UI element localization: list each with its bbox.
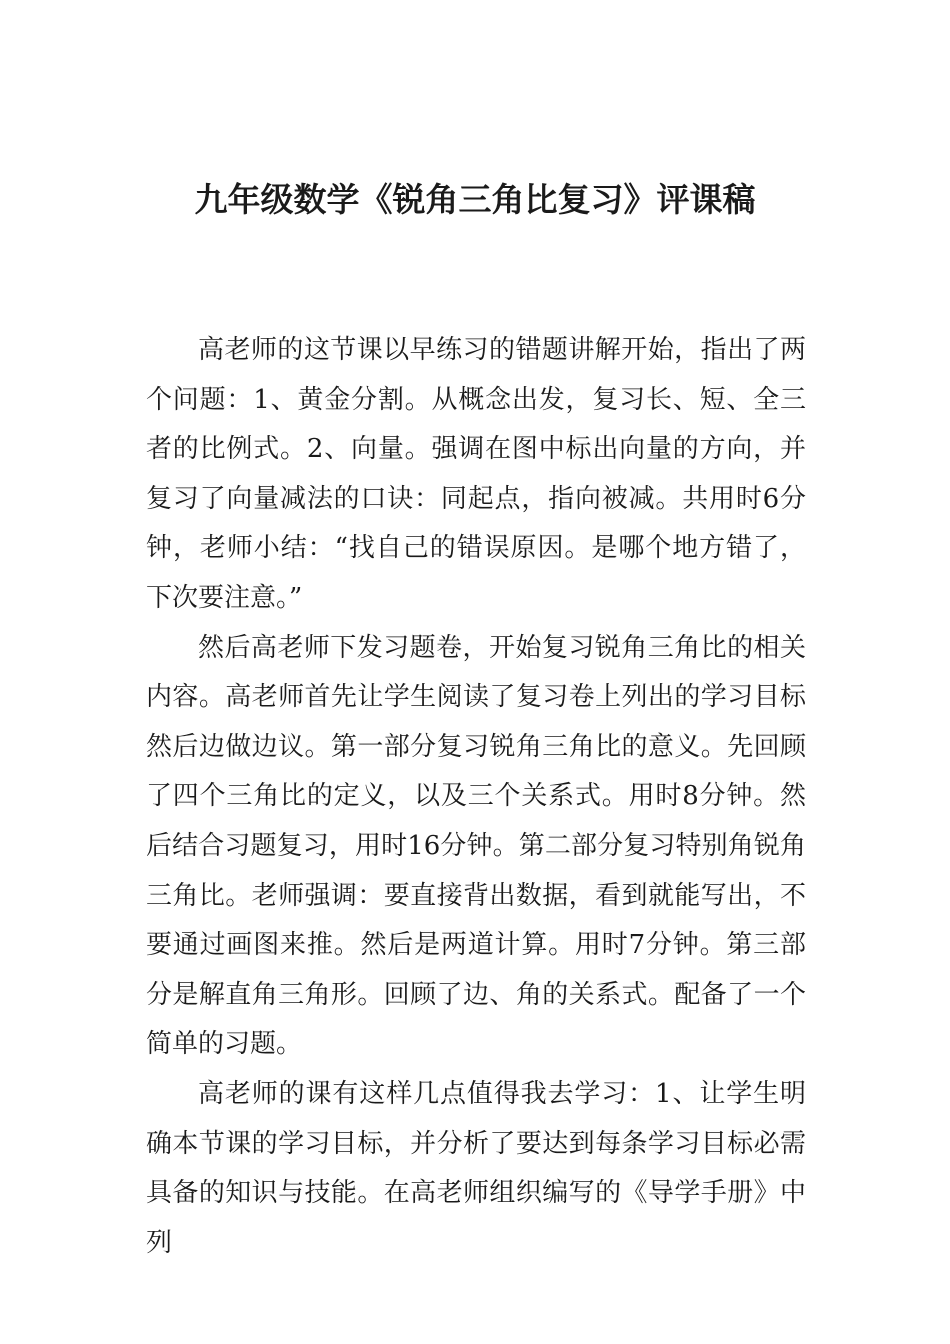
paragraph-2: 然后高老师下发习题卷，开始复习锐角三角比的相关内容。高老师首先让学生阅读了复习卷上列出的学习目标然后边做边议。第一部分复习锐角三角比的意义。先回顾了四个三角比的定义，以及三个关系式。用时8分钟。然后结合习题复习，用时16分钟。第二部分复习特别角锐角三角比。老师强调：要直接背出数据，看到就能写出，不要通过画图来推。然后是两道计算。用时7分钟。第三部分是解直角三角形。回顾了边、角的关系式。配备了一个简单的习题。 xyxy=(146,632,806,1060)
paragraph-3: 高老师的课有这样几点值得我去学习：1、让学生明确本节课的学习目标，并分析了要达到每条学习目标必需具备的知识与技能。在高老师组织编写的《导学手册》中列 xyxy=(146,1078,806,1258)
paragraph-1: 高老师的这节课以早练习的错题讲解开始，指出了两个问题：1、黄金分割。从概念出发，复习长、短、全三者的比例式。2、向量。强调在图中标出向量的方向，并复习了向量减法的口诀：同起点，指向被减。共用时6分钟，老师小结：“找自己的错误原因。是哪个地方错了，下次要注意。” xyxy=(146,335,806,613)
document-title: 九年级数学《锐角三角比复习》评课稿 xyxy=(194,180,756,219)
document-body xyxy=(146,326,806,1268)
